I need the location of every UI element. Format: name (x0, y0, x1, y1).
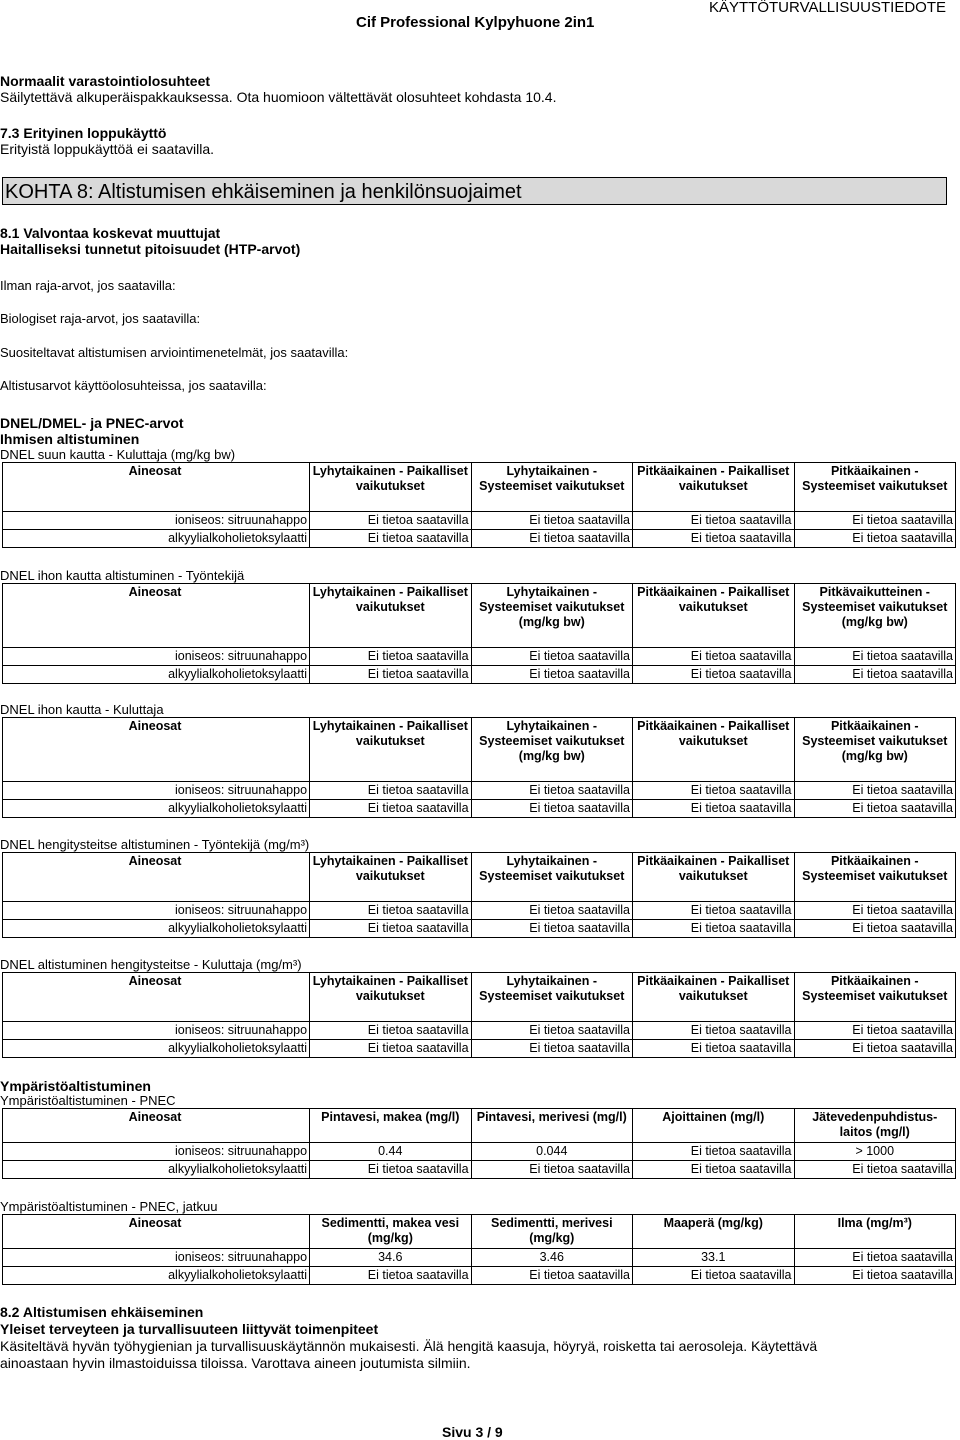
table-row (3, 1161, 956, 1179)
section-8-1-heading: 8.1 Valvontaa koskevat muuttujat (0, 225, 221, 241)
table-caption: DNEL ihon kautta - Kuluttaja (0, 702, 164, 717)
column-header: Pintavesi, merivesi (mg/l) (471, 1109, 632, 1143)
end-use-text: Erityistä loppukäyttöä ei saatavilla. (0, 141, 214, 157)
value-cell: Ei tietoa saatavilla (310, 512, 471, 530)
column-header: Ajoittainen (mg/l) (633, 1109, 794, 1143)
substance-name-cell: alkyylialkoholietoksylaatti (3, 800, 310, 818)
value-cell: Ei tietoa saatavilla (794, 920, 956, 938)
value-cell: Ei tietoa saatavilla (471, 648, 632, 666)
human-exposure-heading: Ihmisen altistuminen (0, 431, 140, 447)
value-cell: Ei tietoa saatavilla (633, 782, 794, 800)
value-cell: Ei tietoa saatavilla (794, 902, 956, 920)
column-header: Sedimentti, merivesi (mg/kg) (471, 1215, 632, 1249)
storage-text: Säilytettävä alkuperäispakkauksessa. Ota huomioon vältettävät olosuhteet kohdasta 10.4. (0, 89, 557, 105)
value-cell: Ei tietoa saatavilla (471, 1022, 632, 1040)
substance-name-cell: alkyylialkoholietoksylaatti (3, 920, 310, 938)
table-header-row (3, 1215, 956, 1249)
column-header-aineosat: Aineosat (3, 973, 310, 1022)
value-cell: Ei tietoa saatavilla (310, 920, 471, 938)
value-cell: 3.46 (471, 1249, 632, 1267)
value-cell: Ei tietoa saatavilla (633, 666, 794, 684)
column-header-aineosat: Aineosat (3, 718, 310, 782)
section-8-title: KOHTA 8: Altistumisen ehkäiseminen ja henkilönsuojaimet (2, 177, 947, 205)
value-cell: Ei tietoa saatavilla (633, 1143, 794, 1161)
air-limits-label: Ilman raja-arvot, jos saatavilla: (0, 278, 176, 293)
column-header: Pitkäaikainen - Paikalliset vaikutukset (633, 584, 794, 648)
general-measures-heading: Yleiset terveyteen ja turvallisuuteen liittyvät toimenpiteet (0, 1321, 379, 1337)
value-cell: Ei tietoa saatavilla (633, 512, 794, 530)
value-cell: Ei tietoa saatavilla (633, 530, 794, 548)
column-header: Pitkäaikainen - Paikalliset vaikutukset (633, 853, 794, 902)
value-cell: 34.6 (310, 1249, 471, 1267)
value-cell: 33.1 (633, 1249, 794, 1267)
dnel-dermal-consumer-table (2, 717, 956, 818)
value-cell: Ei tietoa saatavilla (471, 1040, 632, 1058)
value-cell: Ei tietoa saatavilla (633, 902, 794, 920)
column-header: Lyhytaikainen - Systeemiset vaikutukset (471, 853, 632, 902)
table-header-row (3, 853, 956, 902)
value-cell: Ei tietoa saatavilla (633, 1267, 794, 1285)
value-cell: Ei tietoa saatavilla (310, 648, 471, 666)
value-cell: Ei tietoa saatavilla (794, 1040, 956, 1058)
table-row (3, 648, 956, 666)
table-row (3, 666, 956, 684)
htp-heading: Haitalliseksi tunnetut pitoisuudet (HTP-arvot) (0, 241, 301, 257)
value-cell: Ei tietoa saatavilla (794, 530, 956, 548)
value-cell: Ei tietoa saatavilla (310, 902, 471, 920)
column-header-aineosat: Aineosat (3, 853, 310, 902)
substance-name-cell: ioniseos: sitruunahappo (3, 1022, 310, 1040)
substance-name-cell: alkyylialkoholietoksylaatti (3, 1040, 310, 1058)
value-cell: Ei tietoa saatavilla (633, 1022, 794, 1040)
value-cell: Ei tietoa saatavilla (310, 1040, 471, 1058)
substance-name-cell: alkyylialkoholietoksylaatti (3, 1267, 310, 1285)
value-cell: Ei tietoa saatavilla (310, 1022, 471, 1040)
value-cell: Ei tietoa saatavilla (471, 902, 632, 920)
table-header-row (3, 1109, 956, 1143)
end-use-heading: 7.3 Erityinen loppukäyttö (0, 125, 167, 141)
product-name: Cif Professional Kylpyhuone 2in1 (356, 14, 595, 31)
dnel-pnec-heading: DNEL/DMEL- ja PNEC-arvot (0, 415, 184, 431)
column-header-aineosat: Aineosat (3, 463, 310, 512)
table-caption: Ympäristöaltistuminen - PNEC (0, 1093, 176, 1108)
column-header: Pitkäaikainen - Paikalliset vaikutukset (633, 973, 794, 1022)
pnec-table (2, 1108, 956, 1179)
value-cell: Ei tietoa saatavilla (310, 1267, 471, 1285)
table-caption: DNEL suun kautta - Kuluttaja (mg/kg bw) (0, 447, 236, 462)
column-header: Pitkäaikainen - Systeemiset vaikutukset (794, 973, 956, 1022)
value-cell: Ei tietoa saatavilla (633, 1040, 794, 1058)
column-header-aineosat: Aineosat (3, 584, 310, 648)
table-caption: Ympäristöaltistuminen - PNEC, jatkuu (0, 1199, 218, 1214)
table-header-row (3, 584, 956, 648)
general-measures-text-1: Käsiteltävä hyvän työhygienian ja turvallisuuskäytännön mukaisesti. Älä hengitä kaasuja, höyryä, roisketta tai aerosoleja. Käytettävä (0, 1338, 818, 1354)
value-cell: Ei tietoa saatavilla (794, 782, 956, 800)
substance-name-cell: ioniseos: sitruunahappo (3, 902, 310, 920)
table-row (3, 1040, 956, 1058)
value-cell: Ei tietoa saatavilla (471, 1161, 632, 1179)
value-cell: Ei tietoa saatavilla (471, 800, 632, 818)
dnel-inhalation-consumer-table (2, 972, 956, 1058)
substance-name-cell: ioniseos: sitruunahappo (3, 782, 310, 800)
substance-name-cell: alkyylialkoholietoksylaatti (3, 530, 310, 548)
value-cell: 0.44 (310, 1143, 471, 1161)
value-cell: Ei tietoa saatavilla (310, 666, 471, 684)
column-header: Pitkäaikainen - Paikalliset vaikutukset (633, 718, 794, 782)
value-cell: Ei tietoa saatavilla (310, 530, 471, 548)
column-header: Lyhytaikainen - Paikalliset vaikutukset (310, 853, 471, 902)
section-8-2-heading: 8.2 Altistumisen ehkäiseminen (0, 1304, 204, 1320)
value-cell: Ei tietoa saatavilla (794, 1161, 956, 1179)
column-header: Pintavesi, makea (mg/l) (310, 1109, 471, 1143)
value-cell: 0.044 (471, 1143, 632, 1161)
exposure-values-label: Altistusarvot käyttöolosuhteissa, jos saatavilla: (0, 378, 267, 393)
column-header: Pitkäaikainen - Systeemiset vaikutukset (794, 463, 956, 512)
pnec-continued-table (2, 1214, 956, 1285)
column-header: Ilma (mg/m³) (794, 1215, 956, 1249)
value-cell: Ei tietoa saatavilla (794, 648, 956, 666)
column-header: Lyhytaikainen - Paikalliset vaikutukset (310, 973, 471, 1022)
table-row (3, 800, 956, 818)
substance-name-cell: ioniseos: sitruunahappo (3, 1143, 310, 1161)
table-row (3, 782, 956, 800)
table-caption: DNEL altistuminen hengitysteitse - Kuluttaja (mg/m³) (0, 957, 302, 972)
dnel-oral-consumer-table (2, 462, 956, 548)
storage-heading: Normaalit varastointiolosuhteet (0, 73, 211, 89)
table-row (3, 1022, 956, 1040)
column-header: Lyhytaikainen - Systeemiset vaikutukset (471, 463, 632, 512)
column-header: Lyhytaikainen - Systeemiset vaikutukset (mg/kg bw) (471, 584, 632, 648)
table-row (3, 1267, 956, 1285)
document-type: KÄYTTÖTURVALLISUUSTIEDOTE (709, 0, 946, 16)
table-row (3, 530, 956, 548)
table-row (3, 1249, 956, 1267)
column-header: Lyhytaikainen - Paikalliset vaikutukset (310, 463, 471, 512)
substance-name-cell: ioniseos: sitruunahappo (3, 648, 310, 666)
value-cell: Ei tietoa saatavilla (633, 800, 794, 818)
column-header-aineosat: Aineosat (3, 1215, 310, 1249)
value-cell: > 1000 (794, 1143, 956, 1161)
value-cell: Ei tietoa saatavilla (310, 782, 471, 800)
value-cell: Ei tietoa saatavilla (794, 666, 956, 684)
bio-limits-label: Biologiset raja-arvot, jos saatavilla: (0, 311, 201, 326)
substance-name-cell: alkyylialkoholietoksylaatti (3, 666, 310, 684)
table-row (3, 512, 956, 530)
column-header: Maaperä (mg/kg) (633, 1215, 794, 1249)
value-cell: Ei tietoa saatavilla (471, 530, 632, 548)
value-cell: Ei tietoa saatavilla (310, 800, 471, 818)
dnel-dermal-worker-table (2, 583, 956, 684)
column-header: Jätevedenpuhdistus-laitos (mg/l) (794, 1109, 956, 1143)
column-header: Sedimentti, makea vesi (mg/kg) (310, 1215, 471, 1249)
value-cell: Ei tietoa saatavilla (471, 1267, 632, 1285)
dnel-inhalation-worker-table (2, 852, 956, 938)
column-header: Pitkäaikainen - Systeemiset vaikutukset (mg/kg bw) (794, 718, 956, 782)
general-measures-text-2: ainoastaan hyvin ilmastoiduissa tiloissa. Varottava aineen joutumista silmiin. (0, 1355, 471, 1371)
column-header: Lyhytaikainen - Systeemiset vaikutukset (471, 973, 632, 1022)
value-cell: Ei tietoa saatavilla (310, 1161, 471, 1179)
value-cell: Ei tietoa saatavilla (633, 1161, 794, 1179)
value-cell: Ei tietoa saatavilla (471, 512, 632, 530)
value-cell: Ei tietoa saatavilla (633, 920, 794, 938)
table-header-row (3, 973, 956, 1022)
column-header: Pitkäaikainen - Systeemiset vaikutukset (794, 853, 956, 902)
column-header: Lyhytaikainen - Paikalliset vaikutukset (310, 718, 471, 782)
column-header: Pitkävaikutteinen - Systeemiset vaikutukset (mg/kg bw) (794, 584, 956, 648)
table-header-row (3, 718, 956, 782)
table-row (3, 920, 956, 938)
substance-name-cell: ioniseos: sitruunahappo (3, 512, 310, 530)
table-caption: DNEL ihon kautta altistuminen - Työntekijä (0, 568, 245, 583)
table-row (3, 1143, 956, 1161)
column-header: Lyhytaikainen - Paikalliset vaikutukset (310, 584, 471, 648)
environment-heading: Ympäristöaltistuminen (0, 1078, 151, 1094)
substance-name-cell: ioniseos: sitruunahappo (3, 1249, 310, 1267)
value-cell: Ei tietoa saatavilla (471, 782, 632, 800)
value-cell: Ei tietoa saatavilla (794, 1267, 956, 1285)
value-cell: Ei tietoa saatavilla (471, 920, 632, 938)
value-cell: Ei tietoa saatavilla (633, 648, 794, 666)
value-cell: Ei tietoa saatavilla (471, 666, 632, 684)
column-header: Pitkäaikainen - Paikalliset vaikutukset (633, 463, 794, 512)
column-header-aineosat: Aineosat (3, 1109, 310, 1143)
table-caption: DNEL hengitysteitse altistuminen - Työntekijä (mg/m³) (0, 837, 310, 852)
table-header-row (3, 463, 956, 512)
column-header: Lyhytaikainen - Systeemiset vaikutukset (mg/kg bw) (471, 718, 632, 782)
page-number: Sivu 3 / 9 (442, 1424, 503, 1440)
value-cell: Ei tietoa saatavilla (794, 1022, 956, 1040)
methods-label: Suositeltavat altistumisen arviointimenetelmät, jos saatavilla: (0, 345, 349, 360)
value-cell: Ei tietoa saatavilla (794, 800, 956, 818)
value-cell: Ei tietoa saatavilla (794, 512, 956, 530)
table-row (3, 902, 956, 920)
substance-name-cell: alkyylialkoholietoksylaatti (3, 1161, 310, 1179)
value-cell: Ei tietoa saatavilla (794, 1249, 956, 1267)
